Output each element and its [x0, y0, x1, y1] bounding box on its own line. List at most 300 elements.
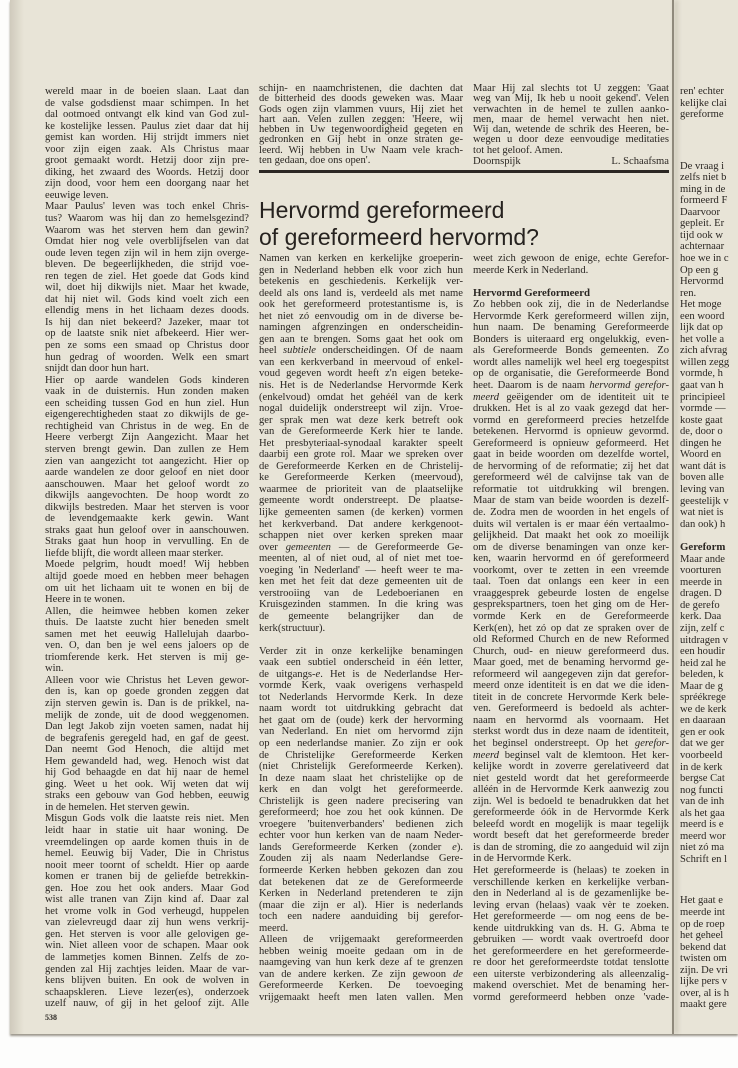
text-line: gen in Nederland hebben elk voor zich hun	[259, 264, 463, 276]
text-line: Zouden zij als naam Nederlandse Gere-	[259, 853, 463, 865]
left-column	[45, 86, 249, 1010]
text-line: (maar die zijn er al). Hier is nederlands	[259, 899, 463, 911]
text-line: als het gaa	[680, 807, 725, 819]
text-line: zijn. Wel is bedoeld te benadrukken dat het	[473, 795, 669, 807]
text-span: van de andere kerken. Ze zijn gewoon	[259, 968, 453, 980]
text-line: tus? Waarom was hij dan zo hemelsgezind?	[45, 213, 249, 225]
text-line: heid zal he	[680, 657, 726, 669]
text-line: taal. Toen dat onlangs een keer in een	[473, 576, 669, 588]
paragraph	[680, 895, 738, 1010]
text-line: een uiterste verbizondering als alleenzalig-	[473, 968, 669, 980]
text-line: spréékrege	[680, 692, 726, 704]
text-line: Alleen de vrijgemaakt gereformeerden	[259, 934, 463, 946]
text-line: beleefd wordt en mogelijk is maar tegelijk	[473, 818, 669, 830]
text-line: naam wordt tot uitdrukking gebracht dat	[259, 703, 463, 715]
text-line	[259, 542, 463, 554]
text-line: nogal duidelijk onderstreept wil zijn. Vroe-	[259, 403, 463, 415]
text-line: ven. Gereformeerd is bedoeld als achter-	[473, 703, 669, 715]
text-line: zijn. De vri	[680, 964, 728, 976]
text-line: de levendgemaakte kerk gewin. Want	[45, 513, 249, 525]
text-line: Hier op aarde wandelen Gods kinderen	[45, 374, 249, 386]
text-line: old Reformed Church en de new Reformed	[473, 634, 669, 646]
text-span: over	[259, 541, 286, 553]
text-line: snijdt dan door hun hart.	[45, 363, 149, 375]
text-line: als Gereformeerde Bonds gemeenten. Zo	[473, 345, 669, 357]
text-line: ming in de	[680, 183, 726, 195]
text-line: een scheiding tussen God en hun ziel. Hun	[45, 397, 249, 409]
text-line	[259, 750, 463, 762]
text-line: in de Hervormde Kerk.	[473, 853, 572, 865]
text-line: en daaraan	[680, 715, 726, 727]
text-line: het volle a	[680, 333, 725, 345]
text-line: eeuwige leven.	[45, 189, 109, 201]
text-line: oude leven tegen zijn wil in hem zijn overge-	[45, 247, 249, 259]
text-line: Hem gewandeld had, weg. Henoch wist dat	[45, 755, 249, 767]
text-line: dat we ger	[680, 738, 725, 750]
text-line: meenten, al of niet oud, al of niet met toe-	[259, 553, 463, 565]
text-line: Maar de stam van beide woorden is dezelf-	[473, 495, 669, 507]
paragraph	[473, 84, 669, 156]
text-line: Dan legt Jakob zijn voeten samen, nadat hij	[45, 721, 249, 733]
middle-column	[259, 253, 463, 1004]
text-line: Het presbyteriaal-synodaal karakter speelt	[259, 437, 463, 449]
text-span: geëigender om de identiteit uit te	[499, 391, 669, 403]
text-line: Woord en	[680, 449, 722, 461]
text-line: gen er ook	[680, 726, 725, 738]
text-line: Misgun Gods volk die laatste reis niet. Men	[45, 813, 249, 825]
text-line: thuis. De laatste zucht hier beneden smelt	[45, 617, 249, 629]
text-line: hart aan. Velen zullen zeggen: 'Heere, wij	[259, 113, 463, 125]
italic-text: e	[452, 841, 457, 853]
text-line: wordt alles namelijk wel heel erg toegespitst	[473, 356, 669, 368]
text-line: meerd wor	[680, 830, 726, 842]
right-column	[473, 253, 669, 1004]
text-line: koste gaat	[680, 414, 723, 426]
paragraph	[259, 646, 463, 935]
italic-text: de	[453, 968, 463, 980]
text-line: groot gemaakt wordt. Hetzij door zijn pre-	[45, 155, 249, 167]
text-line: van Nederland. En niet om hervormd zijn	[259, 726, 463, 738]
text-line: De vraag i	[680, 160, 725, 172]
text-line: men, maar de hemel verwacht hen niet.	[473, 113, 669, 125]
article-title-line: Hervormd gereformeerd	[259, 197, 505, 223]
text-line: om de diverse benamingen van onze ker-	[473, 541, 669, 553]
text-line	[259, 969, 463, 981]
text-line: weg van Mij, Ik heb u nooit gekend'. Velen	[473, 93, 669, 105]
text-line: gaat van h	[680, 380, 724, 392]
text-line: het gaat om de (oude) kerk der hervorming	[259, 714, 463, 726]
text-line: sterkst wordt dus in deze naam de identiteit,	[473, 726, 669, 738]
text-line: win. Niet alleen voor de schapen. Maar ook	[45, 940, 249, 952]
text-line: dikwijls bestreden. Maar het sterven is voor	[45, 501, 249, 513]
text-line: op de laatste snik niet afbekeerd. Hier wer-	[45, 328, 249, 340]
text-line: hoe we in c	[680, 253, 729, 265]
text-line: bekend dat	[680, 941, 727, 953]
text-line: de gemeente belangrijker dan de	[259, 610, 463, 622]
text-line: reformatie tot uitdrukking wil brengen.	[473, 483, 669, 495]
text-line: gebruiken — wordt vaak overtroefd door	[473, 934, 669, 946]
text-span: . Het is de Nederlandse Her-	[320, 668, 463, 680]
text-line: Christelijk is geen nadere precisering van	[259, 795, 463, 807]
text-line: formeerd F	[680, 195, 728, 207]
text-line: dat hij niet wil. Gods kind voelt zich een	[45, 293, 249, 305]
text-span: Gereformeerde Kerken	[334, 749, 463, 761]
text-line: waarmee de prioriteit van de plaatselijke	[259, 483, 463, 495]
paragraph	[259, 253, 463, 634]
text-line: gen. Hoe zou het ook anders. Maar God	[45, 882, 249, 894]
signature-place: Doornspijk	[473, 156, 521, 167]
text-line: kerk en dan volgt het gereformeerde.	[259, 784, 463, 796]
text-line: Kruisgezinden stammen. In die kring was	[259, 599, 463, 611]
text-line: kerk. Daa	[680, 611, 722, 623]
text-line: in de hemelen. Het sterven gewin.	[45, 801, 190, 813]
text-line: principieel	[680, 391, 726, 403]
text-line: gelijkheid. Dat maakt het ook zo moeilijk	[473, 530, 669, 542]
paragraph	[680, 299, 738, 530]
text-line: In deze naam slaat het christelijke op de	[259, 772, 463, 784]
text-span: heel	[259, 345, 284, 357]
text-line: altijd goede moed en hebben meer behagen	[45, 570, 249, 582]
text-line: het vrome volk in God verheugd, huppelen	[45, 905, 249, 917]
text-line: hemel. Eeuwig bij Vader, Die in Christus	[45, 848, 249, 860]
text-line: lijk dat op	[680, 322, 723, 334]
text-line: Het moge	[680, 299, 722, 311]
text-line: melijk de zonde, uit de dood weggenomen.	[45, 709, 249, 721]
text-line: Allen, die heimwee hebben komen zeker	[45, 605, 249, 617]
text-line: ke Gereformeerde Kerken (meervoud),	[259, 472, 463, 484]
text-line: voor zijn eigen zaak. Als Christus maar	[45, 143, 249, 155]
text-line: Heere verbergt Zijn Aangezicht. Maar het	[45, 432, 249, 444]
text-line: liefde blijft, die wordt alleen maar sterker.	[45, 547, 224, 559]
text-line: vormde, h	[680, 368, 723, 380]
text-line: twisten om	[680, 953, 727, 965]
text-line: Kerken in Nederland pretenderen te zijn	[259, 888, 463, 900]
text-line: de Gereformeerde Kerken en de Christelij-	[259, 460, 463, 472]
text-line: het kerkverband. Dat andere kerkgenoot-	[259, 518, 463, 530]
text-line: deeld als ons land is, verdeeld als met name	[259, 287, 463, 299]
text-span: — de Gereformeerde Ge-	[330, 541, 463, 553]
text-line	[259, 669, 463, 681]
text-line: komen er tranen bij de geliefde betrekkin-	[45, 871, 249, 883]
text-line: nooit meer toornt of scheldt. Hier op aarde	[45, 859, 249, 871]
text-line: dingen he	[680, 437, 722, 449]
text-line: win.	[45, 663, 64, 675]
text-line: vreemdelingen op aarde komen thuis in de	[45, 836, 249, 848]
italic-text: meerd	[473, 749, 500, 761]
italic-text: gemeenten	[285, 541, 331, 553]
text-span: beginsel valt de klemtoon. Het ker-	[499, 749, 669, 761]
text-span: onderscheidingen. Of de naam	[315, 345, 463, 357]
text-line: vaak een subtiel onderscheid in één letter,	[259, 657, 463, 669]
text-line: Omdat hier nog vele overblijfselen van dat	[45, 236, 249, 248]
text-line: zelfs niet b	[680, 172, 727, 184]
text-line: meerd is e	[680, 819, 724, 831]
text-line: meerde in	[680, 576, 723, 588]
text-line: meerde Kerk in Nederland.	[473, 264, 589, 276]
text-line: Namen van kerken en kerkelijke groeperin-	[259, 253, 463, 264]
text-line: Maar goed, met de benaming hervormd ge-	[473, 657, 669, 669]
text-line: Hervormde Kerk gereformeerd willen zijn,	[473, 310, 669, 322]
paragraph	[45, 201, 249, 374]
middle-column-top	[259, 84, 463, 166]
text-line: sterven brengt gewin. Dan zullen ze Hem	[45, 443, 249, 455]
text-line: kelijke wordt in zoverre gerelativeerd dat	[473, 761, 669, 773]
text-line: toch een nadere aanduiding bij gerefor-	[259, 911, 463, 923]
text-line: triomferende kerk. Het sterven is mij ge-	[45, 651, 249, 663]
text-line: gepleit. Er	[680, 218, 725, 230]
text-line: hebben in Uw tegenwoordigheid gegeten en	[259, 124, 463, 136]
italic-text: hervormd gerefor-	[589, 380, 669, 392]
text-line: Hervormd	[680, 276, 724, 288]
paragraph	[473, 865, 669, 1004]
text-line: drukken. Het is al zo vaak gezegd dat her-	[473, 403, 669, 415]
text-line: Het gereformeerde — om nog eens de be-	[473, 911, 669, 923]
text-line: wordt beseft dat het gereformeerde breder	[473, 830, 669, 842]
text-line: ook het gereformeerd protestantisme is, is	[259, 299, 463, 311]
text-line: dikwijls aangevochten. De hoop wordt zo	[45, 490, 249, 502]
text-line: gedronken en Gij hebt in onze straten ge-	[259, 134, 463, 146]
text-line: van de inh	[680, 796, 725, 808]
text-line: ke kostelijke lessen. Paulus ziet daar dat hij	[45, 120, 249, 132]
text-line: bergse Cat	[680, 773, 725, 785]
paragraph	[259, 934, 463, 1003]
italic-text: meerd	[473, 391, 500, 403]
text-line: kende uitdrukking van ds. H. G. Abma te	[473, 922, 669, 934]
text-line: Dan neemt God Henoch, die altijd met	[45, 744, 249, 756]
text-line: nis. Het is de Nederlandse Hervormde Kerk	[259, 380, 463, 392]
text-line: lijke pers v	[680, 976, 728, 988]
text-line: de valse godsdienst maar schimpen. In het	[45, 97, 249, 109]
text-line: bleven. De begeerlijkheden, die strijd voe-	[45, 259, 249, 271]
text-line: alléén in de Hervormde Kerk aanwezig zou	[473, 784, 669, 796]
far-right-column-partial	[680, 86, 738, 1011]
text-line: ger sprak men wat deze kerk betreft ook	[259, 414, 463, 426]
text-line: Zo hebben ook zij, die in de Nederlandse	[473, 299, 669, 311]
text-line: een houdir	[680, 646, 726, 658]
text-line: Gereformeerd is opnieuw geformeerd. Het	[473, 437, 669, 449]
text-line: schaapskleren. Lieve lezer(es), onderzoek	[45, 986, 249, 998]
text-line: voorturen	[680, 565, 722, 577]
text-line: uitdragen v	[680, 634, 728, 646]
text-line: dat betekenen dat ze de Gereformeerde	[259, 876, 463, 888]
text-line: Kerk(en), het zó op dat ze spraken over de	[473, 622, 669, 634]
text-line: van een kerkverband in meervoud of enkel-	[259, 356, 463, 368]
text-line: uzelf nauw, of gij in het geloof zijt. Alle	[45, 998, 249, 1010]
text-line: gereformeerde óók in de Hervormde Kerk	[473, 807, 669, 819]
text-line: gemeente wordt onderstreept. De plaatse-	[259, 495, 463, 507]
text-line: dan ook) h	[680, 518, 726, 530]
text-line: de begrafenis geregeld had, en gaf de geest.	[45, 732, 249, 744]
paragraph	[680, 161, 738, 300]
text-line: op een nederlandse manier. Zo zijn er ook	[259, 737, 463, 749]
text-line: verschillende kerken en kerkelijke verban-	[473, 876, 669, 888]
text-line: straks gaat hun geloof over in aanschouwen.	[45, 524, 249, 536]
text-line: reformeerd wil aangegeven zijn dat gerefor-	[473, 668, 669, 680]
signature-author: L. Schaafsma	[611, 156, 669, 167]
text-line: wegen u door deze eenvoudige meditaties	[473, 134, 669, 146]
section-heading: Hervormd Gereformeerd	[473, 286, 591, 299]
text-line: zien van aangezicht tot aangezicht. Hier op	[45, 455, 249, 467]
text-line: zijn dood, voor hem een doorgang naar het	[45, 178, 249, 190]
text-line: vraaggesprek gebeurde losten de engelse	[473, 587, 669, 599]
text-line: Verder zit in onze kerkelijke benamingen	[259, 645, 463, 657]
text-line: een woord	[680, 310, 725, 322]
paragraph	[45, 606, 249, 675]
text-line: kelijke clai	[680, 97, 727, 109]
text-line	[473, 392, 669, 404]
text-line: (enkelvoud) omdat het gehéél van de kerk	[259, 391, 463, 403]
text-line: namingen afgrenzingen en onderscheidin-	[259, 322, 463, 334]
text-line: samen met het eeuwig Hallelujah daarbo-	[45, 628, 249, 640]
text-line: Maar ande	[680, 553, 725, 565]
text-line: gemist kan worden. Hij strijdt immers niet	[45, 132, 249, 144]
text-line: ven. O, dan ben je wel eens jaloers op de	[45, 640, 249, 652]
text-line: ren.	[680, 287, 697, 299]
text-line: ellendig mens in het lichaam dezes doods.	[45, 305, 249, 317]
italic-text: gerefor-	[634, 737, 669, 749]
text-line: zijn, zelf c	[680, 622, 725, 634]
text-line: Gereformeerde Kerken. De toevoeging	[259, 980, 463, 992]
section-heading: Gereform	[680, 541, 726, 554]
paragraph	[45, 559, 249, 605]
text-line: boven alle	[680, 472, 724, 484]
text-line: zijn sterven gewin is. Dan is de prikkel, na-	[45, 697, 249, 709]
text-line: voeging 'in Nederland' — heeft weer te ma-	[259, 564, 463, 576]
text-line: Church, oud- en nieuw gereformeerd dus.	[473, 645, 669, 657]
page-number: 538	[45, 1013, 57, 1022]
text-line: Gods ogen zijn vlammen vuurs, Hij ziet het	[259, 103, 463, 115]
text-line	[473, 380, 669, 392]
text-line: wereld maar in de boeien slaan. Laat dan	[45, 86, 249, 97]
text-line: Maar de g	[680, 680, 723, 692]
text-line: vroegere 'buitenverbanders' bedienen zich	[259, 818, 463, 830]
text-span: de uitgangs-	[259, 668, 316, 680]
text-line: Wij dan, wetende de schrik des Heeren, be-	[473, 124, 669, 136]
text-line: aanschouwen. Maar het geloof wordt zo	[45, 478, 249, 490]
text-line: voorbeeld	[680, 749, 723, 761]
text-line: verstrooiing van de Ledeboerianen en	[259, 587, 463, 599]
text-line: verwachten in de hemel te zullen aanko-	[473, 103, 669, 115]
text-line: het geheel	[680, 930, 724, 942]
text-line: meerd onze identiteit is en dat we die iden-	[473, 680, 669, 692]
text-line: duits wil vertalen is er maar één vertaalmo-	[473, 518, 669, 530]
section-divider-rule	[259, 170, 669, 173]
text-line: van zielevreugd daar zij hun wens verkrij-	[45, 917, 249, 929]
text-line: naamgeving van hun kerk deze af te grenzen	[259, 957, 463, 969]
paragraph	[680, 86, 738, 121]
text-line: leving van	[680, 483, 725, 495]
text-line: zich afvrag	[680, 345, 728, 357]
text-line: gaat in beide woorden om dezelfde wortel,	[473, 449, 669, 461]
text-line: betekenen. Hervormd is opnieuw gevormd.	[473, 426, 669, 438]
text-line: gereforme	[680, 109, 724, 121]
text-line: de, door o	[680, 426, 723, 438]
text-span: het beginsel onderstreept. Op het	[473, 737, 635, 749]
text-line: de lammetjes komen Binnen. Zelfs de zo-	[45, 952, 249, 964]
text-line	[259, 842, 463, 854]
text-line: daarbij een grote rol. Maar we spreken over	[259, 449, 463, 461]
text-line: Maar Paulus' leven was toch enkel Chris-	[45, 201, 249, 213]
text-line: ren tegen de ziel. Het goede dat Gods kind	[45, 270, 249, 282]
text-line: tot Nederlands Hervormde Kerk. In deze	[259, 691, 463, 703]
text-line: de. Zodra men de woorden in het engels of	[473, 507, 669, 519]
text-line: voorkomt, over te zetten in een vreemde	[473, 564, 669, 576]
text-line: ren' echter	[680, 86, 724, 97]
text-line: ging. Weet u het ook. Wij weten dat wij	[45, 778, 249, 790]
text-line: ken, waarin hervormd en óf gereformeerd	[473, 553, 669, 565]
article-title-line: of gereformeerd hervormd?	[259, 224, 539, 250]
text-line: aarde wandelen ze door geloof en niet door	[45, 467, 249, 479]
text-line: dragen. D	[680, 588, 722, 600]
text-line: hij God behaagde en dat hij naar de hemel	[45, 767, 249, 779]
text-line: het niet zó eenvoudig om in de diverse be-	[259, 310, 463, 322]
text-line: pen ze soms een smaad op Christus door	[45, 340, 249, 352]
text-line: Bonders is uiteraard erg ongelukkig, even-	[473, 333, 669, 345]
text-line: om uit het lichaam uit te wonen en bij de	[45, 582, 249, 594]
text-line: Heere in te wonen.	[45, 594, 126, 606]
text-line: op de roep	[680, 918, 725, 930]
text-span: heet. Daarom is de naam	[473, 380, 590, 392]
paragraph	[680, 542, 738, 865]
italic-text: e	[315, 668, 321, 680]
text-line: Straks gaat hun hoop in vervulling. En de	[45, 536, 249, 548]
paragraph	[473, 288, 669, 865]
text-line: gen. Het sterven is voor alle gelovigen ge-	[45, 928, 249, 940]
text-line: hun gedrag of woorden. Welk een smart	[45, 351, 249, 363]
paragraph	[45, 375, 249, 560]
text-line: Daarvoor	[680, 206, 721, 218]
text-line: kens blijven buiten. En ook de wolven in	[45, 975, 249, 987]
text-line: Het gereformeerde is (helaas) te zoeken in	[473, 864, 669, 876]
text-line: genden zal Hij zachtjes leiden. Maar de var-	[45, 963, 249, 975]
text-line	[259, 345, 463, 357]
text-line: re door het gereformeerdste totdat tenslotte	[473, 957, 669, 969]
text-line: kerk(structuur).	[259, 622, 326, 634]
text-line: leving ervan (helaas) vaak vèr te zoeken.	[473, 899, 669, 911]
text-line: makend overschiet. Met de benaming her-	[473, 980, 669, 992]
text-line: van de Gereformeerde Kerk hier te lande.	[259, 426, 463, 438]
text-line: want dát is	[680, 460, 726, 472]
text-span: lands Gereformeerde Kerken (zonder	[259, 841, 453, 853]
text-line: diking, het zwaard des Woords. Hetzij door	[45, 166, 249, 178]
text-line: lijke gemeenten samen (de kerken) vormen	[259, 507, 463, 519]
paragraph	[45, 86, 249, 201]
text-line: ken met het feit dat deze gemeenten uit de	[259, 576, 463, 588]
text-line: meerde int	[680, 907, 726, 918]
text-line: wat niet is	[680, 507, 724, 519]
text-line: in de kerk	[680, 761, 723, 773]
text-line: rechtigheid van Christus in de weg. En de	[45, 420, 249, 432]
italic-text: subtiele	[283, 345, 316, 357]
text-line: vormde Kerk en de Gereformeerde	[473, 610, 669, 622]
text-line: hun naam. De benaming Gereformeerde	[473, 322, 669, 334]
text-line: op de organisatie, die Gereformeerde Bond	[473, 368, 669, 380]
text-line: Schrift en l	[680, 853, 728, 865]
text-line: dal ootmoed ontvangt elk kind van God zul-	[45, 109, 249, 121]
page-binding-edge	[10, 0, 24, 1034]
text-line: maakt gere	[680, 999, 727, 1011]
text-line: tijd ook w	[680, 229, 723, 241]
text-line: Alleen voor wie Christus het Leven gewor-	[45, 674, 249, 686]
text-line: achternaar	[680, 241, 725, 253]
text-line: tot het geloof. Amen.	[473, 144, 563, 156]
text-line: beleden, k	[680, 669, 724, 681]
text-span: de Christelijk	[259, 749, 331, 761]
text-line: we de kerk	[680, 703, 727, 715]
article-title	[259, 197, 539, 251]
text-line: den is, kan op goede gronden zeggen dat	[45, 686, 249, 698]
text-line: vrijgemaakt heeft men laten vallen. Men	[259, 992, 463, 1003]
